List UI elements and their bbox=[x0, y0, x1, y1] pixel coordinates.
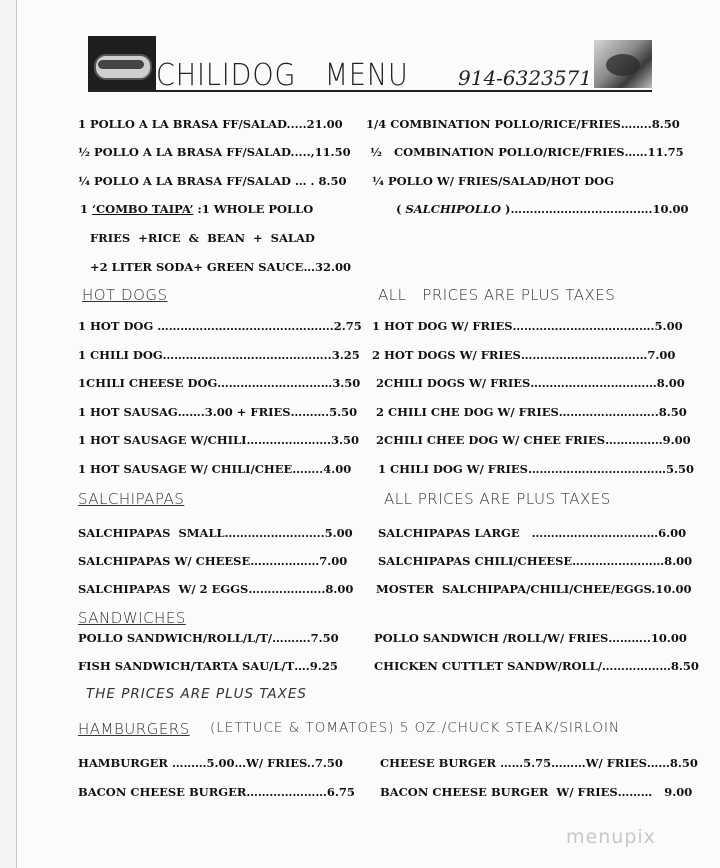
menu-item: 2CHILI DOGS W/ FRIES……………………………8.00 bbox=[376, 376, 685, 390]
combo-suffix: :1 WHOLE POLLO bbox=[193, 202, 314, 216]
taxes-note: ALL PRICES ARE PLUS TAXES bbox=[378, 286, 616, 304]
sausage-shape bbox=[98, 60, 144, 69]
menu-item: 1 HOT DOG ……………………………………….2.75 bbox=[78, 319, 362, 333]
hamburgers-heading: HAMBURGERS bbox=[78, 720, 190, 738]
menu-item: SALCHIPAPAS CHILI/CHEESE……………………8.00 bbox=[378, 554, 693, 568]
salchipollo-name: SALCHIPOLLO bbox=[405, 202, 502, 216]
menu-title: CHILIDOG MENU bbox=[156, 58, 409, 93]
menu-item: 1/4 COMBINATION POLLO/RICE/FRIES……..8.50 bbox=[366, 117, 680, 131]
menu-item: ¼ POLLO W/ FRIES/SALAD/HOT DOG bbox=[372, 174, 615, 188]
menu-item: SALCHIPAPAS W/ 2 EGGS………………..8.00 bbox=[78, 582, 354, 596]
combo-prefix: 1 bbox=[80, 202, 93, 216]
taxes-note: THE PRICES ARE PLUS TAXES bbox=[86, 686, 307, 702]
menupix-watermark: menupix bbox=[566, 826, 656, 848]
menu-item: 2 CHILI CHE DOG W/ FRIES……………………..8.50 bbox=[376, 405, 687, 419]
menu-item: POLLO SANDWICH/ROLL/L/T/……….7.50 bbox=[78, 631, 339, 645]
menu-item: 1 CHILI DOG W/ FRIES………………………………5.50 bbox=[378, 462, 694, 476]
menu-item: 2CHILI CHEE DOG W/ CHEE FRIES……………9.00 bbox=[376, 433, 691, 447]
menu-item: 2 HOT DOGS W/ FRIES……………………………7.00 bbox=[372, 348, 676, 362]
hot-dog-logo-image bbox=[88, 36, 156, 90]
menu-item: +2 LITER SODA+ GREEN SAUCE…32.00 bbox=[90, 260, 351, 274]
salchipollo-price: )……………………………….10.00 bbox=[501, 202, 689, 216]
combo-taipa-item bbox=[80, 202, 313, 216]
salchipollo-item bbox=[396, 202, 689, 216]
menu-item: FRIES +RICE & BEAN + SALAD bbox=[90, 231, 315, 245]
menu-item: BACON CHEESE BURGER W/ FRIES……… 9.00 bbox=[380, 785, 693, 799]
menu-item: SALCHIPAPAS LARGE ……………………………6.00 bbox=[378, 526, 687, 540]
menu-item: HAMBURGER ………5.00…W/ FRIES..7.50 bbox=[78, 756, 343, 770]
menu-item: 1 HOT DOG W/ FRIES……………………………….5.00 bbox=[372, 319, 683, 333]
menu-item: ½ POLLO A LA BRASA FF/SALAD.....,11.50 bbox=[78, 145, 351, 159]
title-underline bbox=[88, 90, 652, 92]
menu-item: 1 HOT SAUSAG…….3.00 + FRIES……….5.50 bbox=[78, 405, 358, 419]
sandwiches-heading: SANDWICHES bbox=[78, 609, 186, 627]
photo-shape bbox=[606, 54, 640, 76]
taxes-note: ALL PRICES ARE PLUS TAXES bbox=[384, 490, 611, 508]
menu-item: CHEESE BURGER ……5.75………W/ FRIES……8.50 bbox=[380, 756, 698, 770]
menu-item: CHICKEN CUTTLET SANDW/ROLL/………………8.50 bbox=[374, 659, 699, 673]
menu-item: 1 HOT SAUSAGE W/ CHILI/CHEE……..4.00 bbox=[78, 462, 352, 476]
menu-item: POLLO SANDWICH /ROLL/W/ FRIES………..10.00 bbox=[374, 631, 687, 645]
food-photo-image bbox=[594, 40, 652, 88]
combo-name: ‘COMBO TAIPA’ bbox=[92, 202, 194, 216]
menu-item: BACON CHEESE BURGER…………………6.75 bbox=[78, 785, 355, 799]
menu-item: FISH SANDWICH/TARTA SAU/L/T….9.25 bbox=[78, 659, 338, 673]
menu-item: ¼ POLLO A LA BRASA FF/SALAD … . 8.50 bbox=[78, 174, 347, 188]
menu-item: 1 POLLO A LA BRASA FF/SALAD.....21.00 bbox=[78, 117, 343, 131]
menu-item: MOSTER SALCHIPAPA/CHILI/CHEE/EGGS.10.00 bbox=[376, 582, 692, 596]
menu-item: SALCHIPAPAS W/ CHEESE………………7.00 bbox=[78, 554, 348, 568]
menu-item: 1CHILI CHEESE DOG…………………………3.50 bbox=[78, 376, 361, 390]
menu-item: SALCHIPAPAS SMALL……………………..5.00 bbox=[78, 526, 353, 540]
menu-item: 1 HOT SAUSAGE W/CHILI………………….3.50 bbox=[78, 433, 360, 447]
salchipollo-open: ( bbox=[396, 202, 406, 216]
menu-item: ½ COMBINATION POLLO/RICE/FRIES……11.75 bbox=[370, 145, 684, 159]
hot-dogs-heading: HOT DOGS bbox=[82, 286, 168, 304]
phone-number: 914-6323571 bbox=[458, 66, 593, 90]
menu-item: 1 CHILI DOG……………………………………..3.25 bbox=[78, 348, 360, 362]
hamburgers-subheading: (LETTUCE & TOMATOES) 5 OZ./CHUCK STEAK/SIRLOIN bbox=[210, 720, 621, 736]
salchipapas-heading: SALCHIPAPAS bbox=[78, 490, 185, 508]
